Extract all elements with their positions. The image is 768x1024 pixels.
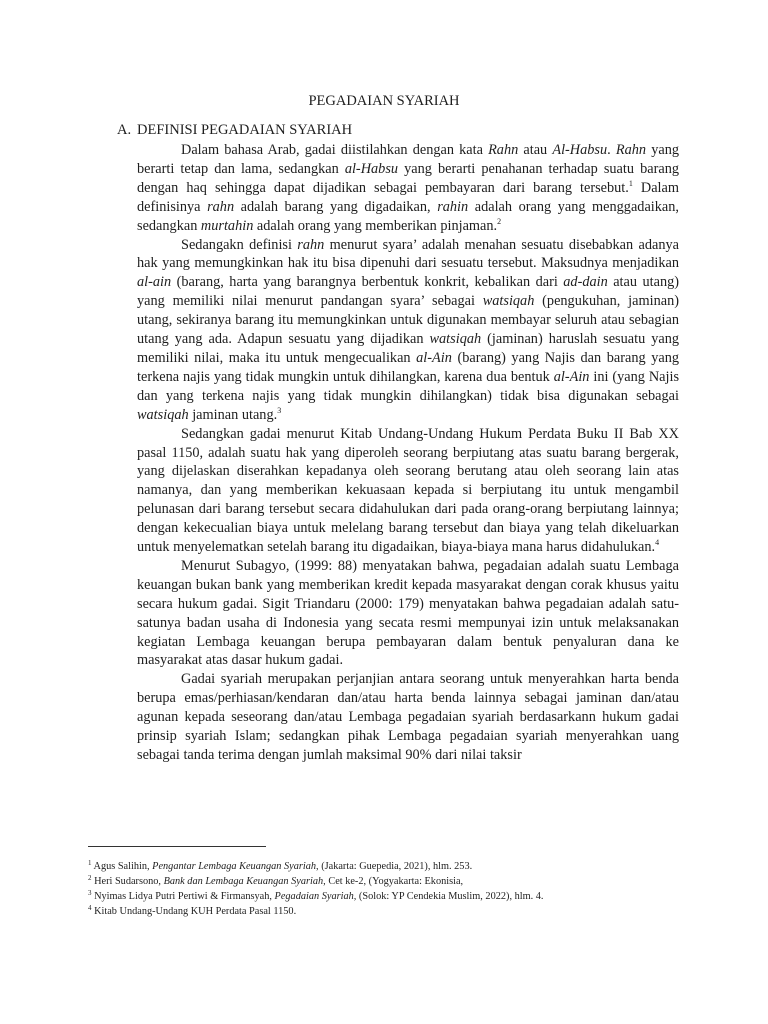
footnote-ref: 4 [655, 538, 660, 548]
footnote-ref: 2 [88, 874, 92, 882]
text-run: atau utang) yang memiliki nilai menurut pandangan syara’ sebagai [137, 274, 680, 310]
italic-term: watsiqah [429, 331, 482, 348]
text-run: yang berarti penahanan terhadap suatu barang dengan haq sehingga dapat dijadikan sebagai pembayaran dari barang tersebut. [137, 160, 679, 196]
text-run: atau [518, 142, 553, 158]
page-title: PEGADAIAN SYARIAH [308, 93, 460, 109]
text-run: . [607, 142, 616, 158]
italic-term: Al-Habsu [552, 142, 608, 158]
footnote-ref: 2 [497, 216, 502, 226]
italic-term: ad-dain [563, 274, 608, 291]
paragraph [137, 141, 679, 236]
italic-term: rahn [207, 198, 235, 215]
text-run: Nyimas Lidya Putri Pertiwi & Firmansyah, [91, 891, 275, 902]
italic-term: Pengantar Lembaga Keuangan Syariah [152, 861, 317, 872]
section-title: DEFINISI PEGADAIAN SYARIAH [137, 122, 353, 138]
italic-term: Rahn [488, 142, 519, 158]
section-number: A. [117, 122, 132, 138]
text-run: Sedangakn definisi [181, 236, 298, 253]
italic-term: al-Habsu [344, 160, 399, 177]
footnote-separator [88, 846, 266, 847]
paragraph [137, 557, 679, 670]
italic-term: watsiqah [137, 406, 189, 423]
text-run: Dalam bahasa Arab, gadai diistilahkan dengan kata [181, 142, 489, 158]
text-run: ini (yang Najis dan yang terkena najis yang tidak mungkin dihilangkan) tidak bisa digunakan sebagai [137, 368, 680, 404]
paragraph [137, 425, 679, 557]
footnote [88, 904, 688, 919]
body-text [137, 141, 679, 765]
text-run: Kitab Undang-Undang KUH Perdata Pasal 1150. [91, 906, 297, 917]
text-run: (Solok: YP Cendekia Muslim, 2022), hlm. 4. [356, 891, 544, 902]
text-run: Dalam definisinya [137, 179, 679, 215]
text-run: Heri Sudarsono, [91, 876, 164, 887]
italic-term: Pegadaian Syariah, [274, 891, 357, 902]
footnote-ref: 3 [277, 405, 282, 415]
text-run: , (Jakarta: Guepedia, 2021), hlm. 253. [316, 861, 473, 872]
text-run: Cet ke-2, (Yogyakarta: Ekonisia, [325, 876, 464, 887]
text-run: Gadai syariah merupakan perjanjian antara seorang untuk menyerahkan harta benda berupa emas/perhiasan/kendaran dan/atau harta benda lainnya sebagai jaminan dan/atau agunan kepada seseorang dan/atau Lembaga pegadaian syariah berdasarkann hukum gadai prinsip syariah Islam; sedangkan pihak Lembaga pegadaian syariah menyerahkan uang sebagai tanda terima dengan jumlah maksimal 90% dari nilai taksir [137, 671, 679, 763]
text-run: menurut syara’ adalah menahan sesuatu disebabkan adanya hak yang memungkinkan hak itu bisa dipenuhi dari sesuatu tersebut. Maksudnya menjadikan [137, 236, 679, 272]
text-run: Menurut Subagyo, (1999: 88) menyatakan bahwa, pegadaian adalah suatu Lembaga keuangan bukan bank yang memberikan kredit kepada masyarakat dengan corak khusus yaitu secara hukum gadai. Sigit Triandaru (2000: 179) menyatakan bahwa pegadaian adalah satu-satunya badan usaha di Indonesia yang secata resmi mempunyai izin untuk melaksanakan kegiatan Lembaga keuangan berupa pembayaran dalam bentuk penyaluran dana ke masyarakat atas dasar hukum gadai. [137, 557, 679, 669]
text-run: (barang, harta yang barangnya berbentuk konkrit, kebalikan dari [171, 274, 564, 291]
text-run: Sedangkan gadai menurut Kitab Undang-Undang Hukum Perdata Buku II Bab XX pasal 1150, adalah suatu hak yang diperoleh seorang berpiutang atas suatu barang bergerak, yang dijelaskan diserahkan kepadanya oleh seorang berutang atau oleh seorang lain atas namanya, dan yang memberikan kekuasaan kepada si berpiutang itu untuk mengambil pelunasan dari barang tersebut secara didahulukan dari pada orang-orang berpiutang lainnya; dengan kekecualian biaya untuk melelang barang tersebut dan biaya yang telah dikeluarkan untuk menyelematkan setelah barang itu digadaikan, biaya-biaya mana harus didahulukan. [137, 425, 679, 556]
section-heading [117, 122, 352, 139]
text-run: jaminan utang. [188, 406, 278, 423]
paragraph [137, 236, 679, 425]
footnote [88, 874, 688, 889]
paragraph [137, 670, 679, 765]
text-run: adalah orang yang menggadaikan, sedangkan [137, 198, 679, 234]
footnote-ref: 4 [88, 904, 92, 912]
text-run: yang berarti tetap dan lama, sedangkan [137, 142, 679, 177]
text-run: adalah orang yang memberikan pinjaman. [253, 217, 498, 234]
italic-term: rahin [437, 198, 469, 215]
text-run: adalah barang yang digadaikan, [234, 198, 438, 215]
text-run: (jaminan) haruslah sesuatu yang memiliki nilai, maka itu untuk mengecualikan [137, 331, 680, 366]
italic-term: Rahn [615, 142, 647, 158]
italic-term: watsiqah [482, 293, 535, 310]
footnote-ref: 1 [88, 859, 92, 867]
italic-term: al-ain [137, 274, 172, 291]
text-run: (barang) yang Najis dan barang yang terkena najis yang tidak mungkin untuk dihilangkan, karena dua bentuk [137, 349, 679, 385]
italic-term: rahn [297, 236, 325, 253]
footnote-ref: 3 [88, 889, 92, 897]
italic-term: Bank dan Lembaga Keuangan Syariah, [163, 876, 326, 887]
footnotes [88, 859, 688, 919]
text-run: Agus Salihin, [91, 861, 153, 872]
text-run: (pengukuhan, jaminan) utang, sekiranya barang itu memungkinkan untuk digunakan membayar seluruh atau sebagian utang yang ada. Adapun sesuatu yang dijadikan [137, 293, 679, 348]
footnote-ref: 1 [628, 178, 633, 188]
footnote [88, 889, 688, 904]
italic-term: murtahin [200, 217, 254, 234]
italic-term: al-Ain [553, 368, 590, 385]
footnote [88, 859, 688, 874]
italic-term: al-Ain [416, 349, 452, 366]
